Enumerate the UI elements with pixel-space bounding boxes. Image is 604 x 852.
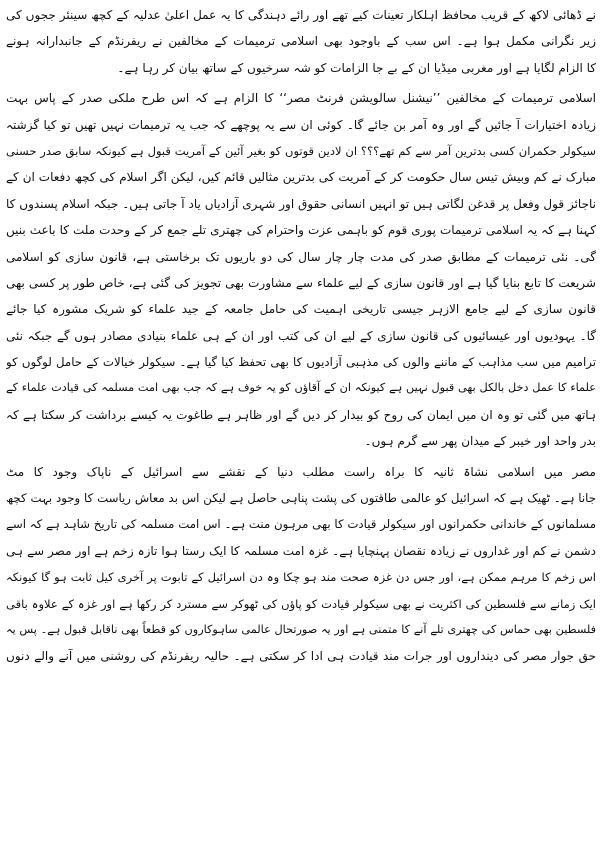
text-line: ایک زمانے سے فلسطین کی اکثریت نے بھی سیکولر قیادت کو پاؤں کی ٹھوکر سے مسترد کر رکھا ہے اور غزہ کے علاوہ باقی: [6, 596, 596, 611]
text-line: اس زخم کا مرہم ممکن ہے، اور جس دن غزہ صحت مند ہو چکا وہ دن اسرائیل کے تابوت پر آخری کیل ثابت ہو گا کیونکہ: [6, 570, 596, 585]
text-line: شریعت کا تابع بنایا گیا ہے اور قانون سازی کے لیے علماء سے مشاورت بھی تجویز کی گئی ہے، خاص طور پر کسی بھی: [6, 275, 596, 290]
text-line: سیکولر حکمران کسی بدترین آمر سے کم تھے؟؟؟ ان لادین قوتوں کو بغیر آئین کے آمریت قبول ہے کیونکہ سابق صدر حسنی: [6, 143, 596, 158]
text-line: دشمن نے کم اور غداروں نے زیادہ نقصان پہنچایا ہے۔ غزہ امت مسلمہ کا ایک رستا ہوا تازہ زخم ہے اور مصر سے ہی: [6, 543, 596, 558]
text-line: اسلامی ترمیمات کے مخالفین ’’نیشنل سالویشن فرنٹ مصر‘‘ کا الزام ہے کہ اس طرح ملکی صدر کے پاس بہت: [6, 91, 596, 106]
text-line: علماء کا عمل دخل بالکل بھی قبول نہیں ہے کیونکہ ان کے آقاؤں کو یہ خوف ہے کہ جب بھی امت مسلمہ کی قیادت علماء کے: [6, 381, 596, 395]
text-line: زیادہ اختیارات آ جائیں گے اور وہ آمر بن جائے گا۔ کوئی ان سے یہ پوچھے کہ جب یہ ترمیمات نہیں تھیں تو کیا گزشتہ: [6, 117, 596, 132]
paragraph-egypt-israel: [6, 459, 596, 670]
text-line: ترامیم میں سب مذاہب کے ماننے والوں کی مذہبی آزادیوں کا بھی تحفظ کیا گیا ہے۔ سیکولر خیالات کے حامل لوگوں کو: [6, 355, 596, 370]
text-line: زیر نگرانی مکمل ہوا ہے۔ اس سب کے باوجود بھی اسلامی ترمیمات کے مخالفین نے ریفرنڈم کے جانبدارانہ ہونے: [6, 34, 596, 49]
text-line: گی۔ نئی ترمیمات کے مطابق صدر کی مدت چار چار سال کی دو باریوں تک برخاستی ہے، قانون سازی کو اسلامی: [6, 249, 596, 264]
text-line: قانون سازی کے لیے جامع الازہر جیسی تاریخی اہمیت کی حامل جامعہ کے جید علماء کو شریک مشورہ کیا جائے: [6, 302, 596, 317]
text-line: مصر میں اسلامی نشاۃ ثانیہ کا براہ راست مطلب دنیا کے نقشے سے اسرائیل کے ناپاک وجود کا مٹ: [6, 464, 596, 479]
text-line: مبارک نے کم وبیش تیس سال حکومت کر کے آمریت کی بدترین مثالیں قائم کیں، لیکن اگر اسلام کی کچھ دفعات ان کے: [6, 170, 596, 185]
text-line: کا الزام لگایا ہے اور مغربی میڈیا ان کے بے جا الزامات کو شہ سرخیوں کے ساتھ بیان کر رہا ہے۔: [117, 60, 596, 75]
text-line: جانا ہے۔ ٹھیک ہے کہ اسرائیل کو عالمی طاقتوں کی پشت پناہی حاصل ہے لیکن اس بد معاش ریاست کا وجود بہت کچھ: [6, 491, 596, 506]
text-line: ہاتھ میں گئی تو وہ ان میں ایمان کی روح کو بیدار کر دیں گے اور ظاہر ہے طاغوت یہ کیسے برداشت کر سکتا ہے کہ: [6, 407, 596, 422]
text-line: کہنا ہے کہ یہ اسلامی ترمیمات پوری قوم کو باہمی عزت واحترام کی چھتری تلے جمع کر کے وحدت ملت کا باعث بنیں: [6, 223, 596, 238]
paragraph-referendum-oversight: [6, 2, 596, 81]
text-line: نے ڈھائی لاکھ کے قریب محافظ اہلکار تعینات کیے تھے اور رائے دہندگی کا یہ عمل اعلیٰ عدلیہ کے کچھ سینئر ججوں کی: [6, 8, 596, 22]
text-line: حق جوار مصر کی دینداروں اور جرات مند قیادت ہی ادا کر سکتی ہے۔ حالیہ ریفرنڈم کی روشنی میں آنے والے دنوں: [6, 649, 596, 664]
text-line: فلسطین بھی حماس کی چھتری تلے آنے کا متمنی ہے اور یہ صورتحال عالمی ساہوکاروں کو قطعاً بھی ناقابل قبول ہے۔ پس یہ: [6, 622, 596, 636]
paragraph-opposition-claims: [6, 85, 596, 454]
text-line: مسلمانوں کے خاندانی حکمرانوں اور سیکولر قیادت کا بھی مرہون منت ہے۔ اس امت مسلمہ کی تاریخ شاہد ہے کہ اسے: [6, 517, 596, 532]
text-line: بدر واحد اور خیبر کے میدان پھر سے گرم ہوں۔: [364, 434, 596, 449]
text-line: گا۔ یہودیوں اور عیسائیوں کی قانون سازی کے لیے ان کی کتب اور ان کے ہی علماء بنیادی مصادر ہوں گے جبکہ نئی: [6, 328, 596, 343]
text-line: ناجائز قول وفعل پر قدغن لگاتی ہیں تو انہیں انسانی حقوق اور شہری آزادیاں یاد آ جاتی ہیں۔ جبکہ اسلام پسندوں کا: [6, 196, 596, 211]
